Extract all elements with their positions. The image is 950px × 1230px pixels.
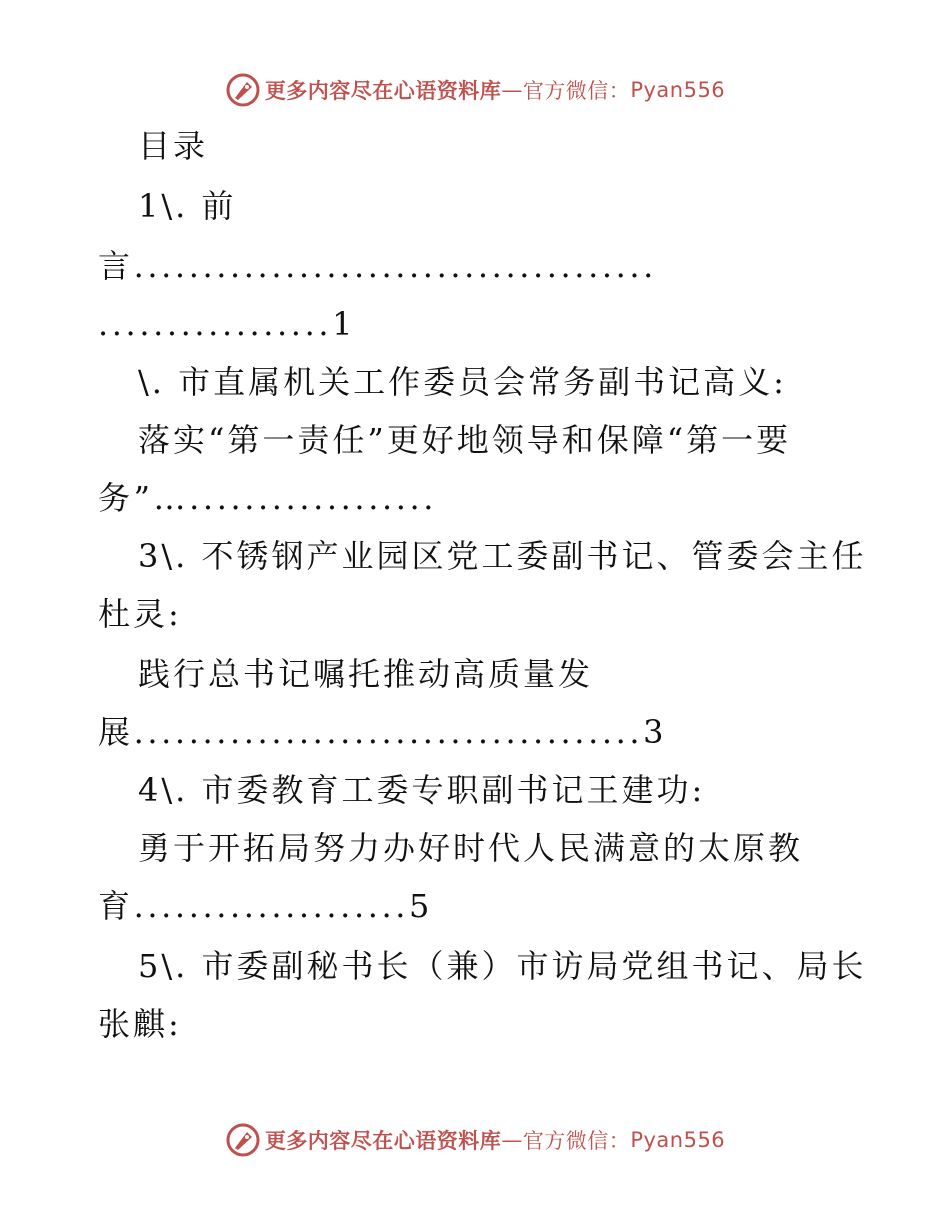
toc-line: 勇于开拓局努力办好时代人民满意的太原教 <box>138 829 804 867</box>
banner-main-text: 更多内容尽在心语资料库 <box>264 79 502 103</box>
toc-line: 1\. 前 <box>138 187 237 225</box>
banner-main-text: 更多内容尽在心语资料库 <box>264 1129 502 1153</box>
toc-line: 杜灵: <box>98 595 182 633</box>
banner-dash: — <box>501 1128 523 1152</box>
banner-wechat-id: Pyan556 <box>630 1128 726 1152</box>
toc-line: 务”….................. <box>98 479 438 517</box>
footer-banner <box>0 1118 950 1162</box>
toc-line: 展.....................................3 <box>98 713 668 751</box>
toc-line: .................1 <box>98 305 357 343</box>
header-banner <box>0 68 950 112</box>
pen-nib-logo-icon <box>225 1122 261 1158</box>
banner-wechat-id: Pyan556 <box>630 78 726 102</box>
toc-line: 5\. 市委副秘书长（兼）市访局党组书记、局长 <box>138 947 867 985</box>
toc-line: 言...................................... <box>98 247 657 285</box>
toc-line: 落实“第一责任”更好地领导和保障“第一要 <box>138 421 792 459</box>
pen-nib-logo-icon <box>225 72 261 108</box>
toc-title: 目录 <box>138 127 209 165</box>
toc-line: 4\. 市委教育工委专职副书记王建功: <box>138 771 706 809</box>
toc-line: 张麒: <box>98 1005 182 1043</box>
toc-line: 践行总书记嘱托推动高质量发 <box>138 655 594 693</box>
banner-sub-text: 官方微信： <box>522 79 631 103</box>
toc-line: 3\. 不锈钢产业园区党工委副书记、管委会主任 <box>138 537 867 575</box>
toc-line: 育....................5 <box>98 887 433 925</box>
toc-line: \. 市直属机关工作委员会常务副书记高义: <box>138 363 787 401</box>
banner-sub-text: 官方微信： <box>522 1129 631 1153</box>
banner-dash: — <box>501 78 523 102</box>
